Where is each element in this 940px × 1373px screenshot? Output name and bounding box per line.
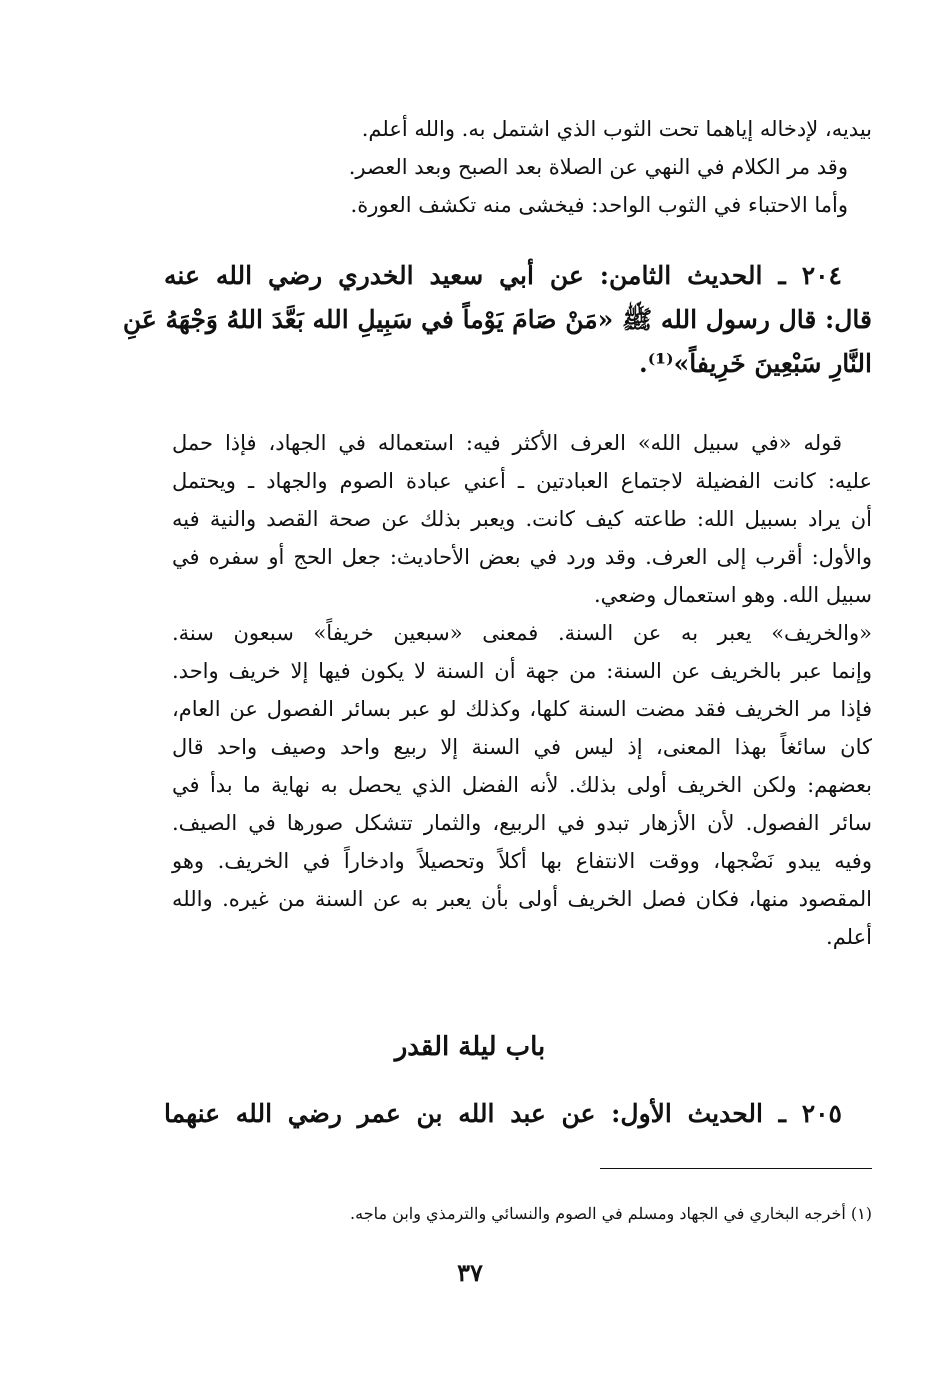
hadith-205 xyxy=(164,1092,872,1136)
commentary-line: قوله «في سبيل الله» العرف الأكثر فيه: استعماله في الجهاد، فإذا حمل xyxy=(172,431,842,455)
commentary-line: وفيه يبدو نَضْجها، ووقت الانتفاع بها أكلاً وتحصيلاً وادخاراً في الخريف. وهو xyxy=(172,849,872,873)
text-line: وأما الاحتباء في الثوب الواحد: فيخشى منه تكشف العورة. xyxy=(350,193,848,217)
page-number: ٣٧ xyxy=(457,1258,483,1287)
commentary-line: وإنما عبر بالخريف عن السنة: من جهة أن السنة لا يكون فيها إلا خريف واحد. xyxy=(172,659,872,683)
commentary-line: فإذا مر الخريف فقد مضت السنة كلها، وكذلك لو عبر بسائر الفصول عن العام، xyxy=(172,697,872,721)
commentary-line: المقصود منها، فكان فصل الخريف أولى بأن يعبر به عن السنة من غيره. والله xyxy=(172,887,872,911)
hadith-text-line: قال: قال رسول الله ﷺ «مَنْ صَامَ يَوْماً في سَبِيلِ الله بَعَّدَ اللهُ وَجْهَهُ عَنِ xyxy=(122,305,872,334)
hadith-heading: ٢٠٤ ـ الحديث الثامن: عن أبي سعيد الخدري رضي الله عنه xyxy=(164,261,842,290)
footnote-divider xyxy=(600,1168,872,1169)
text-line: بيديه، لإدخاله إياهما تحت الثوب الذي اشتمل به. والله أعلم. xyxy=(361,117,872,141)
commentary-line: أن يراد بسبيل الله: طاعته كيف كانت. ويعبر بذلك عن صحة القصد والنية فيه xyxy=(172,507,872,531)
hadith-heading: ٢٠٥ ـ الحديث الأول: عن عبد الله بن عمر رضي الله عنهما xyxy=(164,1099,842,1128)
commentary-line: بعضهم: ولكن الخريف أولى بذلك. لأنه الفضل الذي يحصل به نهاية ما بدأ في xyxy=(172,773,872,797)
commentary-line: «والخريف» يعبر به عن السنة. فمعنى «سبعين خريفاً» سبعون سنة. xyxy=(172,621,872,645)
commentary-line: عليه: كانت الفضيلة لاجتماع العبادتين ـ أعني عبادة الصوم والجهاد ـ ويحتمل xyxy=(172,469,872,493)
section-title: باب ليلة القدر xyxy=(394,1032,546,1062)
footnote: (١) أخرجه البخاري في الجهاد ومسلم في الصوم والنسائي والترمذي وابن ماجه. xyxy=(350,1204,872,1223)
commentary-line: سائر الفصول. لأن الأزهار تبدو في الربيع، والثمار تتشكل صورها في الصيف. xyxy=(172,811,872,835)
commentary-line: كان سائغاً بهذا المعنى، إذ ليس في السنة إلا ربيع واحد وصيف واحد قال xyxy=(172,735,872,759)
hadith-204 xyxy=(122,254,872,386)
commentary xyxy=(172,424,872,956)
hadith-text-line: النَّارِ سَبْعِينَ خَرِيفاً»⁽¹⁾. xyxy=(639,349,872,378)
intro-paragraph xyxy=(172,110,872,224)
text-line: وقد مر الكلام في النهي عن الصلاة بعد الصبح وبعد العصر. xyxy=(348,155,848,179)
commentary-line: والأول: أقرب إلى العرف. وقد ورد في بعض الأحاديث: جعل الحج أو سفره في xyxy=(172,545,872,569)
commentary-line: أعلم. xyxy=(826,925,872,949)
commentary-line: سبيل الله. وهو استعمال وضعي. xyxy=(593,583,872,607)
